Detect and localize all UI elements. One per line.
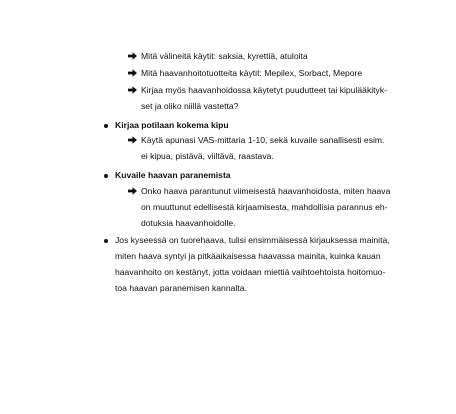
arrow-bullet-icon	[128, 69, 137, 77]
arrow-bullet-icon	[128, 86, 137, 94]
section-heading-pain: Kirjaa potilaan kokema kipu	[115, 120, 229, 130]
new-wound-line-2: miten haava syntyi ja pitkäaikaisessa haavassa mainita, kuinka kauan	[115, 251, 381, 261]
arrow-bullet-icon	[128, 136, 137, 144]
healing-line-2: on muuttunut edellisestä kirjaamisesta, mahdollisia parannus eh-	[141, 202, 388, 212]
pain-line-1: Käytä apunasi VAS-mittaria 1-10, sekä kuvaile sanallisesti esim.	[141, 135, 385, 145]
pain-line-2: ei kipua, pistävä, viiltävä, raastava.	[141, 151, 274, 161]
arrow-bullet-icon	[128, 187, 137, 195]
sub-item-anesthetics-line-1: Kirjaa myös haavanhoidossa käytetyt puudutteet tai kipulääkityk-	[141, 85, 388, 95]
sub-item-anesthetics-line-2: set ja oliko niillä vastetta?	[141, 101, 239, 111]
section-heading-healing: Kuvaile haavan paranemista	[115, 170, 231, 180]
new-wound-line-3: haavanhoito on kestänyt, jotta voidaan miettiä vaihtoehtoista hoitomuo-	[115, 267, 386, 277]
bullet-dot	[104, 174, 108, 178]
bullet-dot	[104, 124, 108, 128]
new-wound-line-1: Jos kyseessä on tuorehaava, tulisi ensimmäisessä kirjauksessa mainita,	[115, 235, 390, 245]
healing-line-3: dotuksia haavanhoidolle.	[141, 218, 236, 228]
sub-item-tools: Mitä välineitä käytit: saksia, kyrettiä, atuloita	[141, 51, 308, 61]
bullet-dot	[104, 239, 108, 243]
new-wound-line-4: toa haavan paranemisen kannalta.	[115, 283, 247, 293]
sub-item-products: Mitä haavanhoitotuotteita käytit: Mepilex, Sorbact, Mepore	[141, 68, 363, 78]
arrow-bullet-icon	[128, 52, 137, 60]
healing-line-1: Onko haava parantunut viimeisestä haavanhoidosta, miten haava	[141, 186, 391, 196]
